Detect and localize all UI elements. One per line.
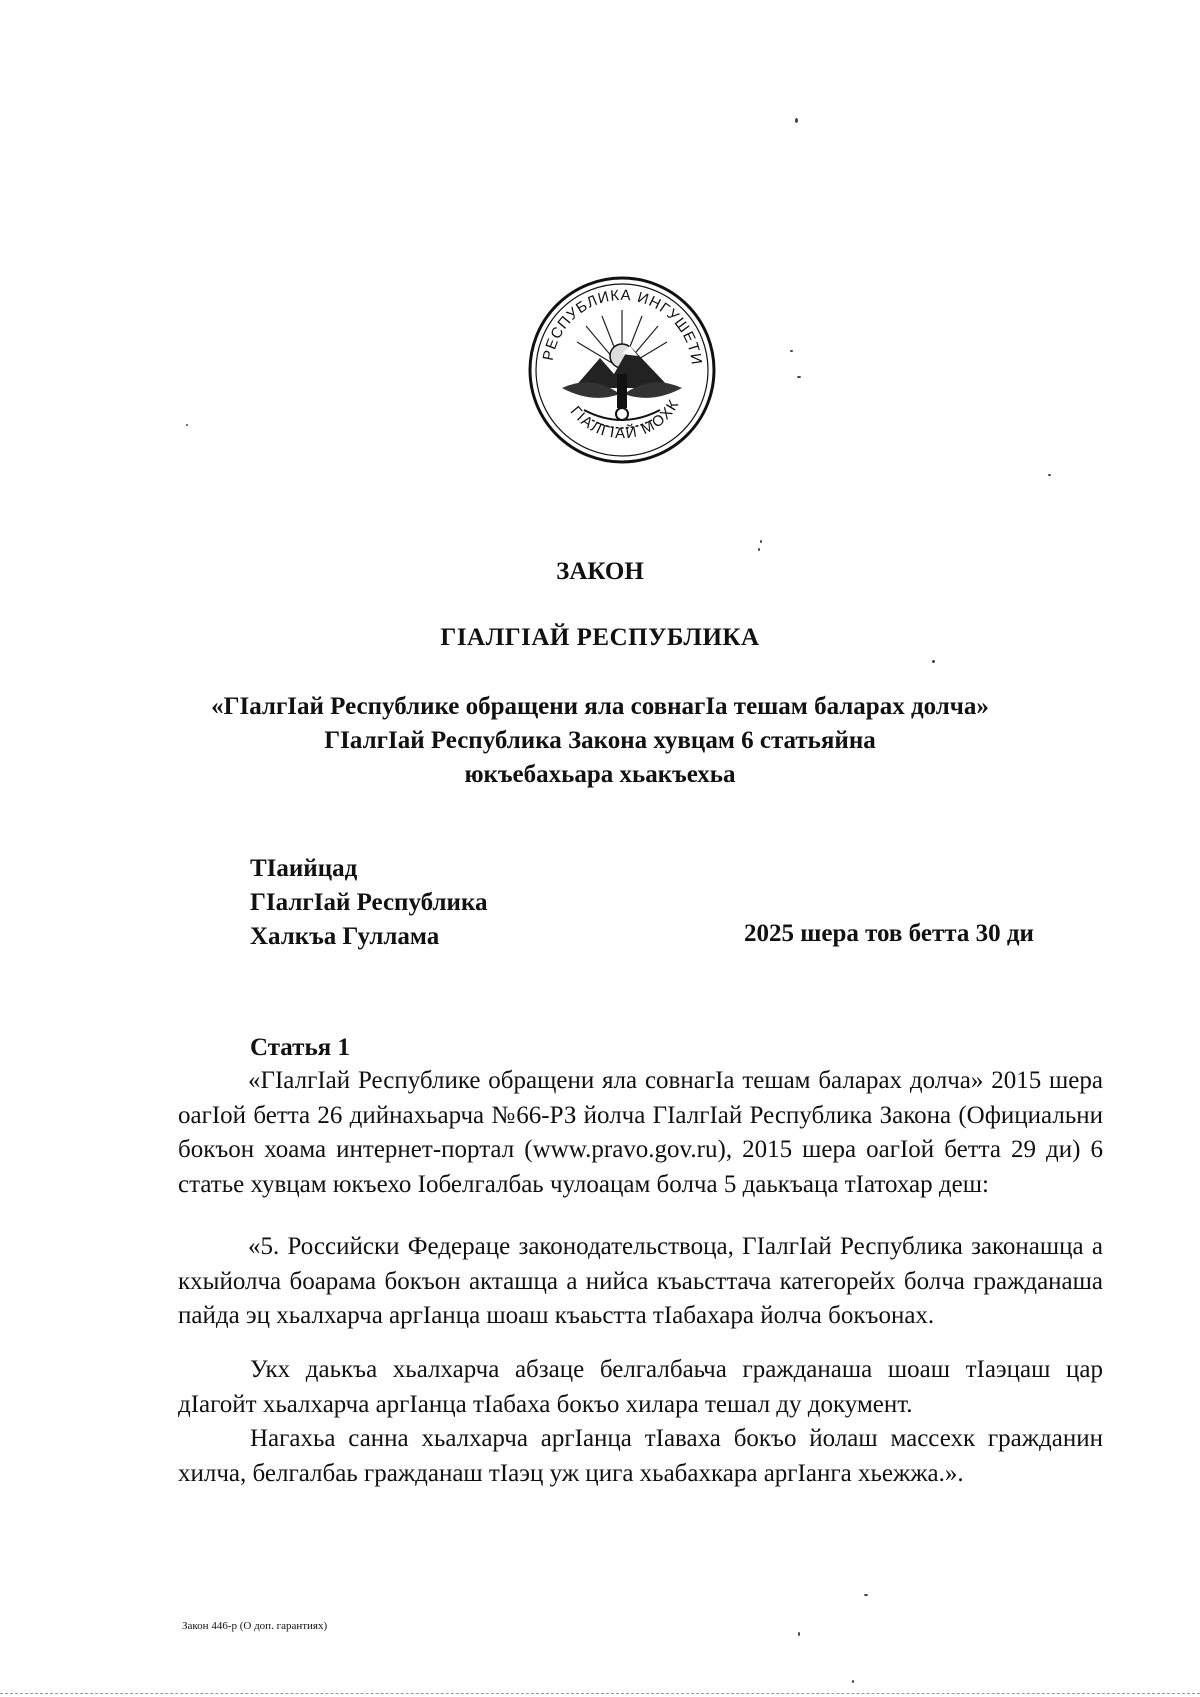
republic-heading: ГIАЛГIАЙ РЕСПУБЛИКА <box>440 624 760 651</box>
adopted-body: Халкъа Гуллама <box>250 923 440 950</box>
republic-seal <box>522 270 722 470</box>
scan-speck <box>864 1594 868 1596</box>
law-heading: ЗАКОН <box>556 558 644 585</box>
scan-speck <box>795 118 798 123</box>
scan-speck <box>852 1680 854 1683</box>
scan-edge-line <box>0 1693 1200 1694</box>
adopted-label: ТIаийцад <box>250 855 358 882</box>
paragraph-text: «ГIалгIай Республике обращени яла совнагIа тешам баларах долча» 2015 шера оагIой бетта 26 дийнахьарча №66-РЗ йолча ГIалгIай Республика Закона (Официальни бокъон хоама интернет-портал (www.pravo.gov.ru), 2015 шера оагIой бетта 29 ди) 6 статье хувцам юкъехо Iобелгалбаь чулоацам болча 5 даькъаца тIатохар деш: <box>178 1067 1103 1198</box>
law-title-line: «ГIалгIай Республике обращени яла совнагIа тешам баларах долча» <box>211 693 989 720</box>
paragraph-text: «5. Российски Федераце законодательствоца, ГIалгIай Республика законашца а кхыйолча боарама бокъон акташца а нийса къаьсттача категорейх болча гражданаша пайда эц хьалхарча аргIанца шоаш къаьстта тIабахара йолча бокъонах. <box>178 1233 1103 1329</box>
law-title <box>0 690 1200 792</box>
seal-top-text: РЕСПУБЛИКА ИНГУШЕТИ <box>539 286 705 367</box>
article-paragraph <box>178 1353 1103 1422</box>
law-title-line: юкъебахьара хьакъехьа <box>464 761 736 788</box>
scan-speck <box>797 376 801 378</box>
paragraph-text: Укх даькъа хьалхарча абзаце белгалбаьча гражданаша шоаш тIаэцаш цар дIагойт хьалхарча аргIанца тIабаха бокъо хилара тешал ду документ. <box>178 1356 1103 1418</box>
scan-speck <box>798 1632 800 1636</box>
seal-bottom-text: ГIАЛГIАЙ МОХК <box>566 396 683 443</box>
scan-speck <box>1048 474 1051 476</box>
scan-speck <box>760 540 762 543</box>
scan-speck <box>186 424 188 426</box>
scan-speck <box>790 350 793 352</box>
article-paragraph <box>178 1422 1103 1491</box>
article-title: Статья 1 <box>250 1034 350 1061</box>
adoption-date: 2025 шера тов бетта 30 ди <box>744 920 1034 947</box>
article-paragraph <box>178 1230 1103 1334</box>
scan-speck <box>758 548 760 551</box>
adoption-info <box>250 852 487 954</box>
law-title-line: ГIалгIай Республика Закона хувцам 6 статьяйна <box>324 727 876 754</box>
adopted-republic: ГIалгIай Республика <box>250 889 488 916</box>
article-paragraph <box>178 1064 1103 1202</box>
scan-speck <box>932 660 935 663</box>
paragraph-text: Нагахьа санна хьалхарча аргIанца тIаваха бокъо йолаш массехк гражданин хилча, белгалбаь гражданаш тIаэц уж цига хьабахкара аргIанга хьежжа.». <box>178 1425 1103 1487</box>
footer-note: Закон 446-р (О доп. гарантиях) <box>182 1620 328 1632</box>
seal-emblem-icon <box>522 270 722 470</box>
